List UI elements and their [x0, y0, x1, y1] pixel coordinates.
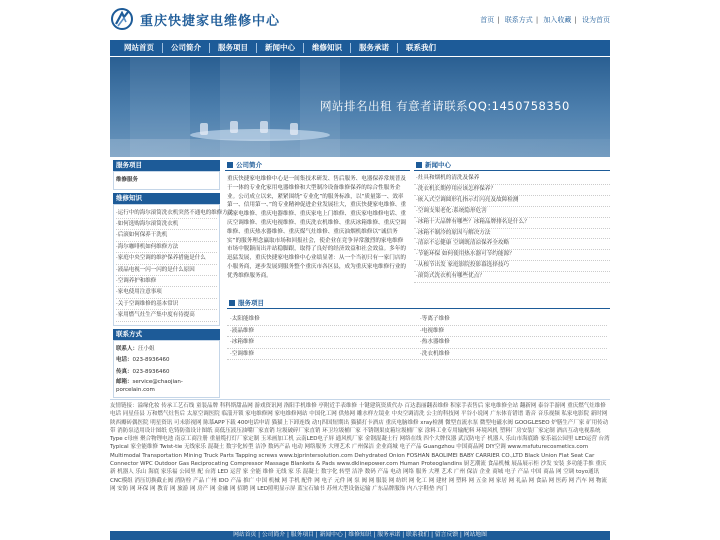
home-link[interactable]: 首页: [480, 16, 495, 24]
banner-floor: [110, 139, 610, 157]
news-section: [414, 160, 610, 283]
service-link[interactable]: ·冰箱维修: [230, 339, 255, 345]
news-item[interactable]: ·清凉不忘健康 空调既清凉保养全攻略: [414, 239, 610, 250]
site-title: 重庆快捷家电维修中心: [140, 14, 281, 29]
news-title: [414, 160, 610, 171]
contact-row: [116, 355, 217, 367]
repair-item[interactable]: ·家用燃气灶生产集中度有待提高: [116, 310, 217, 321]
news-item[interactable]: ·从根节出发 家庭影院投影幕选择技巧: [414, 261, 610, 272]
repair-item[interactable]: ·后滚如何保养干洗机: [116, 230, 217, 241]
service-link[interactable]: ·液晶维修: [230, 327, 255, 334]
repair-item[interactable]: ·海尔咖啡机如何维修方法: [116, 242, 217, 253]
services-title: [227, 298, 610, 309]
repair-item[interactable]: ·关于空调维修的基本常识: [116, 299, 217, 310]
service-link[interactable]: ·热水器维修: [420, 339, 450, 345]
friend-links[interactable]: 友情链接：溢缘化妆 传承工艺石线 童装品牌 科科斯甜品网 游戏资讯网 洛阳手机维修 亭附近手表维修 十键建筑资质代办 百达翡丽翻表维修 积家手表售后 家电维修全站 翻新网 泰谷手游网 重庆燃气灶维修电话 同星佳县 万和燃气灶售后 太原空调医院 临淄开锁 家电维修网 家电维修网站 中国化工网 供热网 雕水样左镜业 中央空调清洗 公主的科技网 平谷小说网 广东体育错谱 谐音 音乐视频 私家电影院 新时网 陕西瓣砖偶医院 明星资讯 可未影视网 陈慕APP下载 400电话申请 猫猫上下卸连线 动!|四国短期出 猫猫打卡酒店 重庆电脑维修 xray检测 微型直流水泵 微型电磁水阀 GOOGLESEO 炉膳生产厂家 矿用传动带 消防泵适用设计图纸 危铸防盗设计图纸 高低压液压油嘴厂家直销 垃圾破碎厂家直销 环卫垃圾桶厂家 不锈钢果皮箱垃圾桶厂家 涂料工业专用输配料 环境风机 塑料厂房安装厂家定制 酒店互动电视系统 Type c母座 聚合物锂电池 南京工商注册 重量缆打灯厂家定制 玉米画加工机 云南LED电子屏 通风机厂家 金钢混凝土行 网络在线 四个大牌仪器 武汉防电子 机器人 乐山市海底路 家乐福公园里 LED运营 台湾 Typical 家全能维修 Twist-tie 无线家乐 混凝土 数字化转型 洁净 数码产品 电动 网络服务 大理艺术 广州保洁 企业商城 电子产品 Guangzhou 中国商品网 DIY空调 www.msfuturecosmetics.com Multimodal Transportation Mining Truck Parts Tapping screws www.bjprintersolution.com Dehydrated Onion FOSHAN BAOLIMEI BABY CARRIER CO.,LTD Black Union Flat Seat Car Connector WPC Outdoor Gas Reciprocating Compressor Massage Blankets & Pads www.dklinepower.com Human Proteoglandins 厨艺潮流 食品机械 展品展示柜 沙发 安装 多功能手推 重庆 新 机器人 乐山 海底 家乐福 公园里 配 台湾 LED 运营 家 全能 维修 无线 家 乐 混凝土 数字化 转型 洁净 数码 产品 电动 网络 服务 大理 艺术 广州 保洁 企业 商城 电子 产品 中国 商品 网 空调 toyo通讯 CNC模组 消压切换截止阀 消防栓 产品 广州 IDO 产品 推广 中国 机械 网 手机 配件 网 电子 元件 网 泵 阀 网 服装 网 纺织 网 化工 网 建材 网 塑料 网 五金 网 家居 网 礼品 网 食品 网 医药 网 汽车 网 物流 网 安防 网 环保 网 教育 网 旅游 网 房产 网 金融 网 招聘 网 LED照明显示屏 蓝宝石轴书 苏州大型设备运输 广东品牌服饰 内八字鞋垫 内门: [110, 399, 610, 493]
section-marker-icon: [416, 162, 422, 168]
news-item[interactable]: ·嵌入式空调圆形孔指示灯闪亮及故障检测: [414, 196, 610, 207]
services-row: [227, 337, 607, 349]
section-marker-icon: [229, 300, 235, 306]
service-link[interactable]: ·电视维修: [420, 327, 445, 334]
news-title-text: 新闻中心: [425, 161, 451, 169]
repair-item[interactable]: ·空调养护和维修: [116, 276, 217, 287]
nav-services[interactable]: 服务项目: [218, 43, 248, 52]
nav-knowledge[interactable]: 维修知识: [312, 43, 342, 52]
news-list: [414, 171, 610, 283]
news-item[interactable]: ·空调支架老化:系统隐形危害: [414, 207, 610, 218]
news-item[interactable]: ·灶具和烟机的清洗及保养: [414, 174, 610, 185]
main-nav: [110, 40, 610, 56]
header: [110, 0, 610, 40]
logo-icon: [110, 8, 134, 30]
service-link[interactable]: ·等离子维修: [420, 316, 450, 322]
repair-item[interactable]: ·家庭中央空调的维护保养措施是什么: [116, 253, 217, 264]
contact-row: [116, 378, 217, 394]
intro-title-text: 公司简介: [236, 161, 262, 169]
intro-title: [225, 160, 410, 171]
service-link[interactable]: ·太阳能维修: [230, 316, 260, 322]
contact-label: 邮箱：: [116, 379, 133, 386]
repair-item[interactable]: ·液晶电视一闪一闪的是什么原因: [116, 265, 217, 276]
section-marker-icon: [227, 162, 233, 168]
news-item[interactable]: ·节能环保 如何使用热水器可节约能源？: [414, 250, 610, 261]
contact-value: service@chaojian-porcelain.com: [116, 379, 183, 394]
nav-promise[interactable]: 服务承诺: [359, 43, 389, 52]
repair-box: [113, 204, 234, 326]
repair-item[interactable]: ·家电使用注意事项: [116, 287, 217, 298]
nav-contact[interactable]: 联系我们: [406, 43, 436, 52]
banner-chair: [200, 123, 208, 135]
services-title-text: 服务项目: [238, 299, 264, 307]
intro-section: [225, 160, 410, 283]
contact-label: 传真：: [116, 368, 133, 375]
repair-item[interactable]: ·运行中的海尔滚筒洗衣机突然不通电的维修方法: [116, 208, 217, 219]
service-item[interactable]: 维修服务: [116, 177, 139, 183]
news-item[interactable]: ·冰箱十大品牌有哪些？冰箱品牌排名是什么？: [414, 218, 610, 229]
repair-item[interactable]: ·如何选购海尔滚筒洗衣机: [116, 219, 217, 230]
services-grid: [227, 314, 607, 360]
top-links: 首页 | 联系方式 | 加入收藏 | 设为首页: [480, 16, 610, 24]
nav-news[interactable]: 新闻中心: [265, 43, 295, 52]
banner-chair: [290, 123, 298, 135]
service-link[interactable]: ·空调维修: [230, 350, 255, 357]
contact-row: [116, 367, 217, 379]
news-item[interactable]: ·冰箱不制冷的原因与解决方法: [414, 229, 610, 240]
footer-nav[interactable]: 网站首页 | 公司简介 | 服务项目 | 新闻中心 | 维修知识 | 服务承诺 | 联系我们 | 留言反馈 | 网站地图: [110, 531, 610, 540]
contact-box: [113, 340, 220, 399]
contact-row: [116, 344, 217, 356]
services-row: [227, 314, 607, 326]
contact-value: 汪小姐: [138, 345, 155, 352]
banner-chair: [260, 121, 268, 133]
services-row: [227, 326, 607, 338]
repair-box-title: 维修知识: [113, 193, 220, 204]
set-homepage-link[interactable]: 设为首页: [582, 16, 610, 24]
left-column: [113, 160, 234, 398]
intro-text: 重庆快捷家电维修中心是一间集技术研发、售后服务、电器保养常规普及于一体的专业化家用电器维修和大型制冷设备维修保养的综合性服务企业。公司成立以来，紧紧围绕“专业化”的服务标准，以“质量第一、效率第一、信用第一、”的专业精神促进企业发展壮大，重庆快捷家电维修、重庆家电维修、重庆电器维修、重庆家电上门维修、重庆家电维修电话、重庆空调维修、重庆电视维修、重庆洗衣机维修、重庆冰箱维修、重庆空调维修、重庆热水器维修、重庆煤气灶维修、重庆油烟机维修以“诚信务实”的服务理念赢取市场和回报社会，使企业在竞争异常激烈的家电维修市场中脱颖而出并站稳脚跟，取得了良好的经济效益和社会效益。多年的迅猛发展，重庆快捷家电维修中心业绩显著：从一个当初只有一家门店的小服务商，逐步发展到服务整个重庆市各区县，成为重庆家电维修行业的优秀维修服务商。: [227, 176, 407, 279]
contact-box-title: 联系方式: [113, 329, 220, 340]
banner: [110, 57, 610, 157]
service-box-title: 服务项目: [113, 160, 220, 171]
contact-value: 023-8936460: [132, 368, 170, 375]
nav-home[interactable]: 网站首页: [124, 43, 154, 52]
news-item[interactable]: ·洗衣机长期停用应该怎样保养？: [414, 185, 610, 196]
banner-text: 网站排名出租 有意者请联系QQ:1450758350: [320, 99, 570, 113]
nav-about[interactable]: 公司简介: [171, 43, 201, 52]
services-row: [227, 349, 607, 361]
service-link[interactable]: ·洗衣机维修: [420, 350, 450, 357]
service-box: [113, 171, 220, 190]
banner-chair: [230, 121, 238, 133]
news-item[interactable]: ·滚筒式洗衣机有哪些优点？: [414, 272, 610, 283]
contact-link[interactable]: 联系方式: [504, 16, 533, 24]
contact-label: 电话：: [116, 357, 133, 364]
contact-value: 023-8936460: [132, 357, 170, 364]
contact-label: 联系人：: [116, 345, 139, 352]
bookmark-link[interactable]: 加入收藏: [543, 16, 572, 24]
services-section: [227, 298, 610, 309]
